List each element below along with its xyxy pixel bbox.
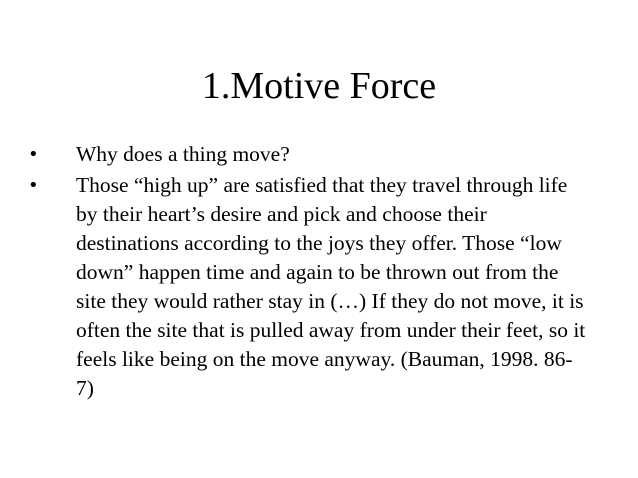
- bullet-text: Why does a thing move?: [76, 142, 290, 166]
- bullet-dot-icon: •: [28, 175, 39, 196]
- slide-title: 1.Motive Force: [201, 65, 437, 107]
- bullet-item: [28, 171, 588, 403]
- bullet-list: [28, 140, 588, 405]
- bullet-item: [28, 140, 588, 169]
- bullet-text: Those “high up” are satisfied that they travel through life by their heart’s desire and pick and choose their destinations according to the joys they offer. Those “low down” happen time and again to be thrown out from the site they would rather stay in (…) If they do not move, it is often the site that is pulled away from under their feet, so it feels like being on the move anyway. (Bauman, 1998. 86-7): [76, 173, 586, 400]
- bullet-dot-icon: •: [28, 144, 39, 165]
